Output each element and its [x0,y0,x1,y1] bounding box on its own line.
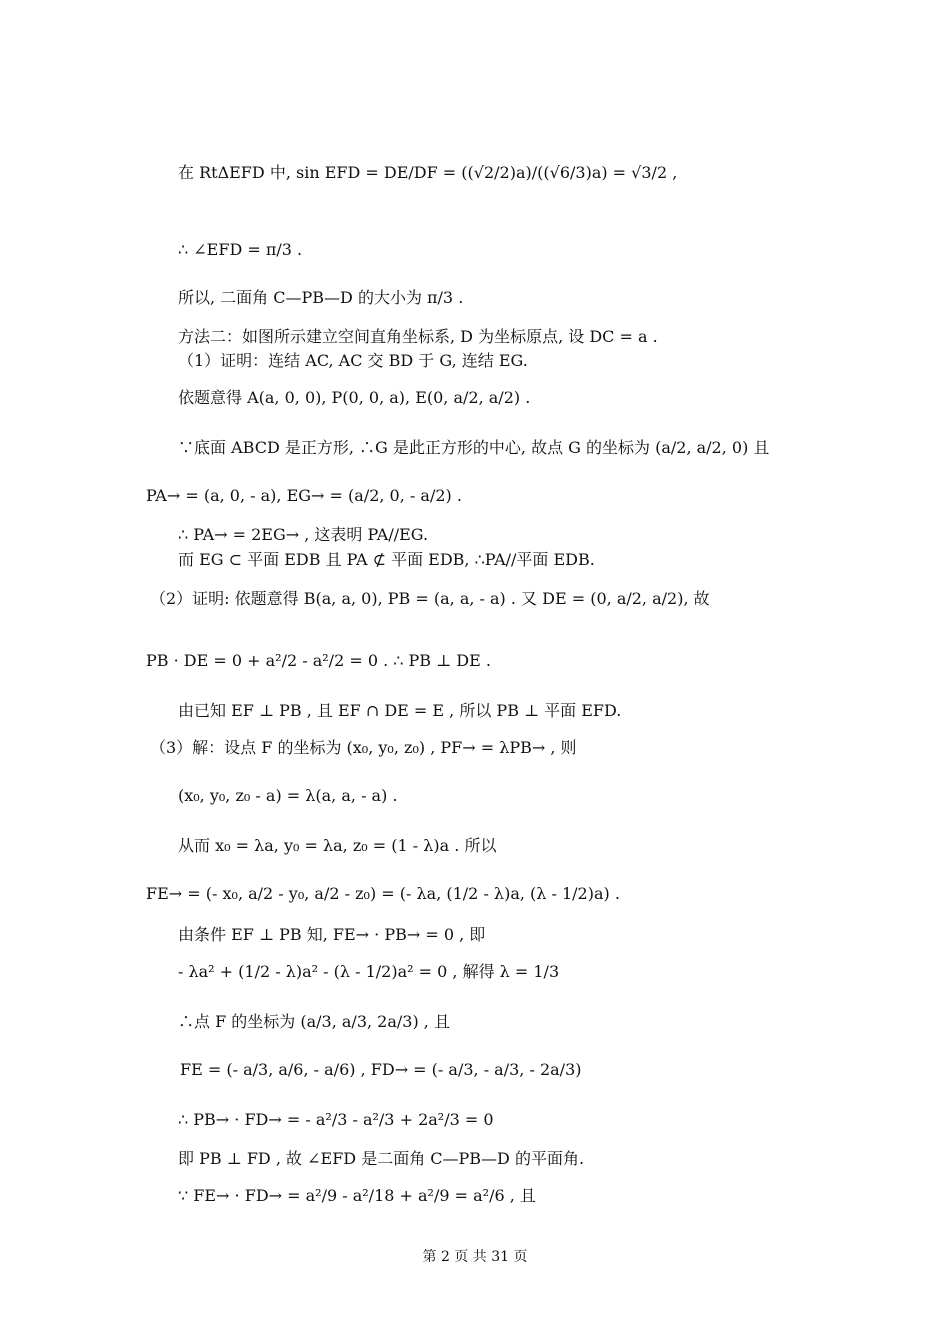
text-line-23: 即 PB ⊥ FD , 故 ∠EFD 是二面角 C—PB—D 的平面角. [178,1149,585,1168]
text-line-5: （1）证明：连结 AC, AC 交 BD 于 G, 连结 EG. [178,351,528,370]
text-line-10: 而 EG ⊂ 平面 EDB 且 PA ⊄ 平面 EDB, ∴PA//平面 EDB. [178,550,595,569]
text-line-9: ∴ PA→ = 2EG→ , 这表明 PA//EG. [178,525,429,544]
text-line-18: 由条件 EF ⊥ PB 知, FE→ · PB→ = 0 , 即 [178,925,486,944]
text-line-24: ∵ FE→ · FD→ = a²/9 - a²/18 + a²/9 = a²/6 , 且 [178,1186,536,1205]
text-line-15: (x₀, y₀, z₀ - a) = λ(a, a, - a) . [178,786,398,805]
text-line-11: （2）证明: 依题意得 B(a, a, 0), PB = (a, a, - a) . 又 DE = (0, a/2, a/2), 故 [150,589,710,608]
text-line-6: 依题意得 A(a, 0, 0), P(0, 0, a), E(0, a/2, a/2) . [178,388,531,407]
text-line-2: ∴ ∠EFD = π/3 . [178,240,303,259]
text-line-21: FE = (- a/3, a/6, - a/6) , FD→ = (- a/3, - a/3, - 2a/3) [180,1060,582,1079]
text-line-20: ∴点 F 的坐标为 (a/3, a/3, 2a/3) , 且 [178,1012,450,1031]
text-line-8: PA→ = (a, 0, - a), EG→ = (a/2, 0, - a/2) . [146,486,462,505]
text-line-16: 从而 x₀ = λa, y₀ = λa, z₀ = (1 - λ)a . 所以 [178,836,497,855]
text-line-22: ∴ PB→ · FD→ = - a²/3 - a²/3 + 2a²/3 = 0 [178,1110,494,1129]
page-footer: 第 2 页 共 31 页 [422,1249,528,1265]
text-line-3: 所以, 二面角 C—PB—D 的大小为 π/3 . [178,288,464,307]
text-line-4: 方法二：如图所示建立空间直角坐标系, D 为坐标原点, 设 DC = a . [178,327,658,346]
text-line-12: PB · DE = 0 + a²/2 - a²/2 = 0 . ∴ PB ⊥ DE . [146,651,491,670]
text-line-13: 由已知 EF ⊥ PB , 且 EF ∩ DE = E , 所以 PB ⊥ 平面 EFD. [178,701,622,720]
text-line-1: 在 RtΔEFD 中, sin EFD = DE/DF = ((√2/2)a)/((√6/3)a) = √3/2 , [178,163,678,182]
text-line-7: ∵底面 ABCD 是正方形, ∴G 是此正方形的中心, 故点 G 的坐标为 (a/2, a/2, 0) 且 [178,438,770,457]
text-line-17: FE→ = (- x₀, a/2 - y₀, a/2 - z₀) = (- λa, (1/2 - λ)a, (λ - 1/2)a) . [146,884,620,903]
text-line-19: - λa² + (1/2 - λ)a² - (λ - 1/2)a² = 0 , 解得 λ = 1/3 [178,962,560,981]
text-line-14: （3）解：设点 F 的坐标为 (x₀, y₀, z₀) , PF→ = λPB→ , 则 [150,738,577,757]
